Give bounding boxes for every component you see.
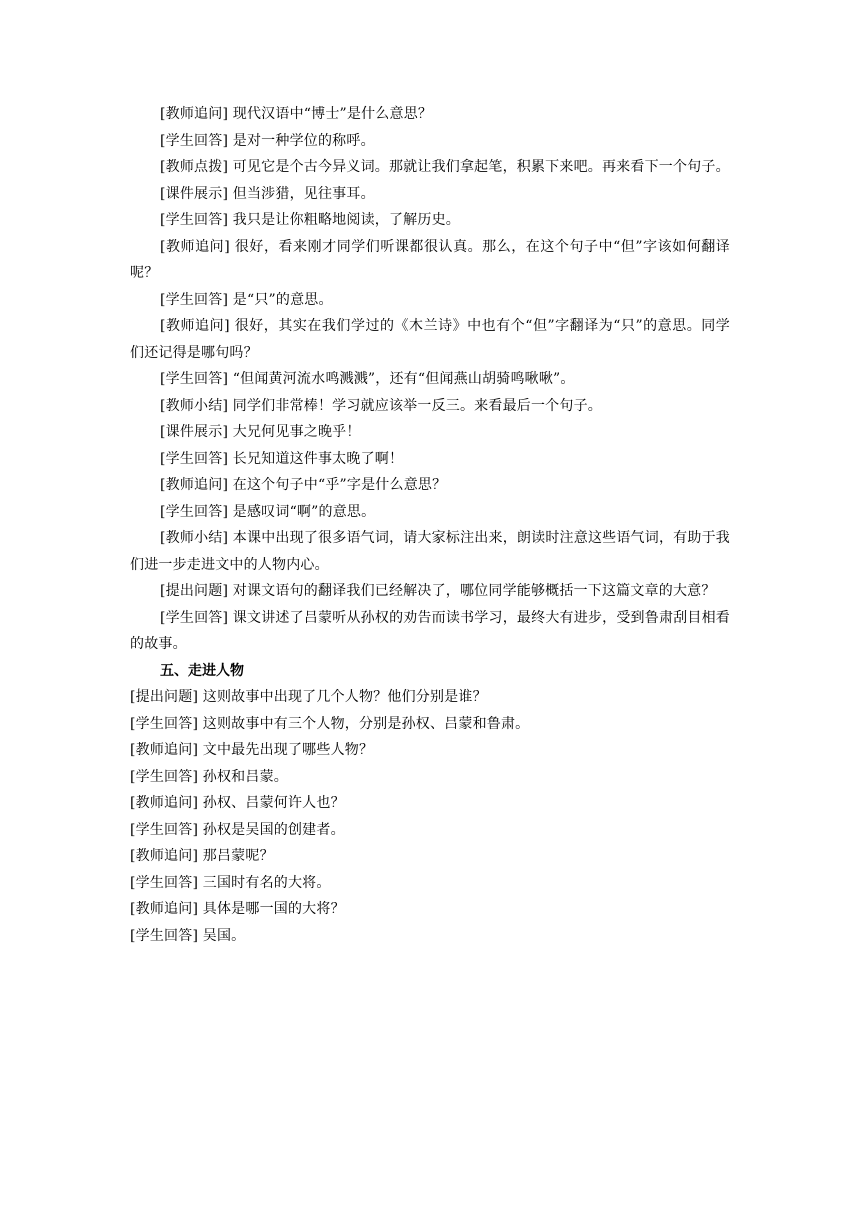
paragraph: [教师追问] 很好，其实在我们学过的《木兰诗》中也有个“但”字翻译为“只”的意思。同学们还记得是哪句吗？ — [130, 318, 730, 361]
paragraph: [课件展示] 但当涉猎，见往事耳。 — [160, 185, 375, 202]
paragraph: [教师点拨] 可见它是个古今异义词。那就让我们拿起笔，积累下来吧。再来看下一个句子。 — [160, 159, 730, 175]
paragraph: [教师小结] 同学们非常棒！学习就应该举一反三。来看最后一个句子。 — [160, 397, 602, 414]
paragraph: [教师追问] 文中最先出现了哪些人物？ — [130, 742, 374, 758]
paragraph: [学生回答] 是对一种学位的称呼。 — [160, 132, 375, 149]
paragraph: [教师追问] 在这个句子中“乎”字是什么意思？ — [160, 477, 447, 493]
paragraph: [教师追问] 孙权、吕蒙何许人也？ — [130, 795, 345, 811]
paragraph: [学生回答] 课文讲述了吕蒙听从孙权的劝告而读书学习，最终大有进步，受到鲁肃刮目相看的故事。 — [130, 609, 730, 652]
paragraph: [学生回答] 是“只”的意思。 — [160, 291, 333, 308]
paragraph: [学生回答] “但闻黄河流水鸣溅溅”，还有“但闻燕山胡骑鸣啾啾”。 — [160, 371, 575, 387]
paragraph: [学生回答] 孙权和吕蒙。 — [130, 768, 288, 785]
document-body — [130, 101, 730, 949]
paragraph: [学生回答] 吴国。 — [130, 927, 246, 944]
paragraph: [教师追问] 现代汉语中“博士”是什么意思？ — [160, 106, 433, 122]
paragraph: [学生回答] 我只是让你粗略地阅读，了解历史。 — [160, 212, 460, 228]
paragraph: [提出问题] 这则故事中出现了几个人物？他们分别是谁？ — [130, 689, 487, 705]
paragraph: [学生回答] 长兄知道这件事太晚了啊！ — [160, 450, 404, 467]
section-heading: 五、走进人物 — [160, 662, 244, 679]
paragraph: [教师小结] 本课中出现了很多语气词，请大家标注出来，朗读时注意这些语气词，有助于我们进一步走进文中的人物内心。 — [130, 530, 730, 573]
paragraph: [教师追问] 那吕蒙呢？ — [130, 848, 274, 864]
paragraph: [学生回答] 是感叹词“啊”的意思。 — [160, 503, 376, 520]
paragraph: [学生回答] 孙权是吴国的创建者。 — [130, 821, 345, 838]
paragraph: [学生回答] 这则故事中有三个人物，分别是孙权、吕蒙和鲁肃。 — [130, 715, 530, 732]
paragraph: [课件展示] 大兄何见事之晚乎！ — [160, 424, 361, 440]
paragraph: [学生回答] 三国时有名的大将。 — [130, 874, 331, 891]
paragraph: [教师追问] 具体是哪一国的大将？ — [130, 901, 345, 917]
paragraph: [提出问题] 对课文语句的翻译我们已经解决了，哪位同学能够概括一下这篇文章的大意？ — [160, 583, 716, 599]
paragraph: [教师追问] 很好，看来刚才同学们听课都很认真。那么，在这个句子中“但”字该如何翻译呢？ — [130, 238, 730, 281]
